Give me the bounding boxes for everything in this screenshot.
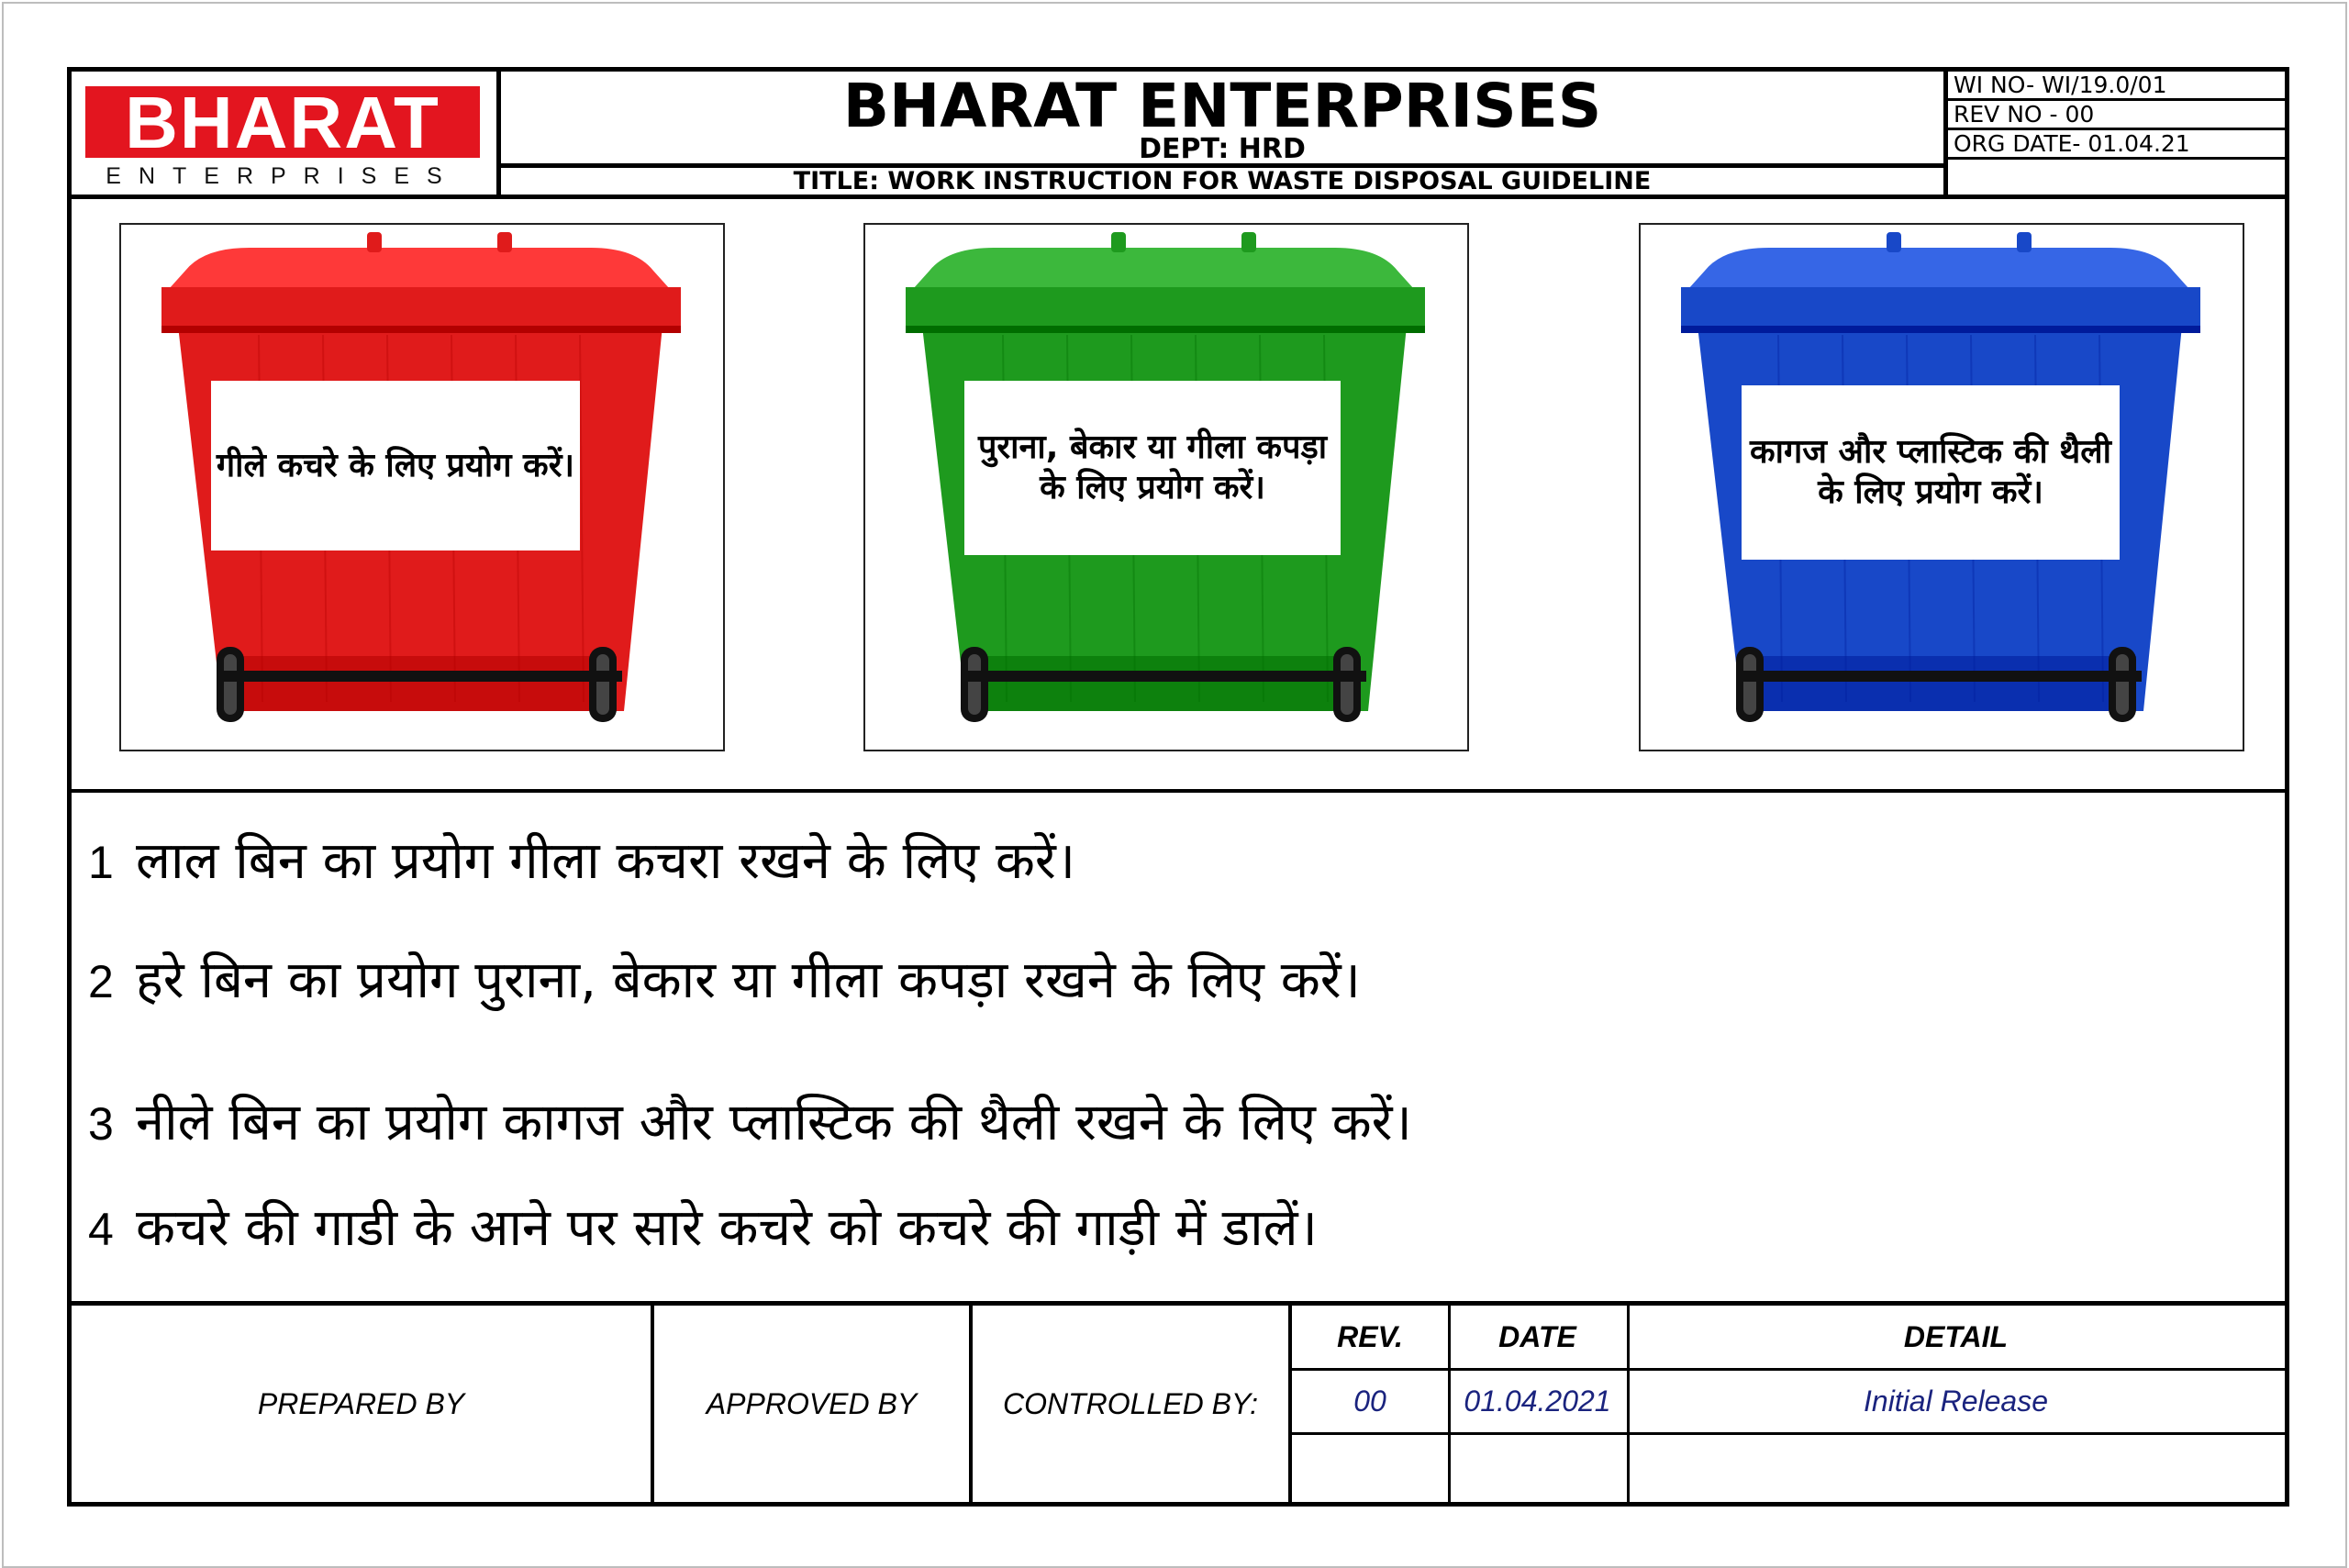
approval-footer [72,1306,2285,1502]
department: DEPT: HRD [1139,133,1306,165]
revision-number: REV NO - 00 [1948,101,2285,130]
revision-table [1292,1306,2285,1502]
green-bin-label: पुराना, बेकार या गीला कपड़ा के लिए प्रयोग करें। [964,381,1341,555]
date-header: DATE [1498,1319,1576,1353]
instruction-number: 1 [88,837,114,888]
controlled-by-cell [973,1306,1292,1502]
document-title: TITLE: WORK INSTRUCTION FOR WASTE DISPOSAL GUIDELINE [501,163,1943,199]
red-bin-card [119,223,725,751]
rev-header: REV. [1337,1319,1403,1353]
company-logo: BHARAT [85,86,480,158]
bins-panel [72,199,2285,793]
title-cell [501,72,1948,195]
logo-cell [72,72,501,195]
origin-date: ORG DATE- 01.04.21 [1948,130,2285,160]
detail-value: Initial Release [1864,1384,2048,1418]
instruction-text: लाल बिन का प्रयोग गीला कचरा रखने के लिए करें। [136,831,1075,891]
document-header [72,72,2285,199]
instruction-number: 3 [88,1098,114,1150]
wi-number: WI NO- WI/19.0/01 [1948,72,2285,101]
company-name: BHARAT ENTERPRISES [842,71,1602,141]
logo-subtitle: ENTERPRISES [106,163,460,189]
instruction-number: 2 [88,956,114,1007]
instruction-item [88,829,1075,895]
red-bin-label: गीले कचरे के लिए प्रयोग करें। [211,381,580,550]
controlled-by-label: CONTROLLED BY: [1003,1386,1258,1420]
approved-by-label: APPROVED BY [706,1386,918,1420]
prepared-by-label: PREPARED BY [257,1386,465,1420]
approved-by-cell [654,1306,973,1502]
instruction-number: 4 [88,1204,114,1255]
instructions-list [72,793,2285,1306]
rev-value: 00 [1353,1384,1386,1418]
green-bin-card [863,223,1469,751]
detail-header: DETAIL [1903,1319,2009,1353]
date-value: 01.04.2021 [1464,1384,1611,1418]
blue-bin-label: कागज और प्लास्टिक की थैली के लिए प्रयोग करें। [1742,385,2120,560]
blue-bin-card [1639,223,2244,751]
instruction-text: हरे बिन का प्रयोग पुराना, बेकार या गीला कपड़ा रखने के लिए करें। [136,951,1361,1010]
work-instruction-sheet [67,67,2289,1507]
instruction-item [88,1196,1318,1262]
prepared-by-cell [72,1306,654,1502]
instruction-item [88,1091,1412,1156]
document-info-cell [1948,72,2285,195]
instruction-text: कचरे की गाडी के आने पर सारे कचरे को कचरे की गाड़ी में डालें। [136,1198,1318,1258]
instruction-item [88,949,1361,1014]
instruction-text: नीले बिन का प्रयोग कागज और प्लास्टिक की थैली रखने के लिए करें। [136,1093,1412,1152]
